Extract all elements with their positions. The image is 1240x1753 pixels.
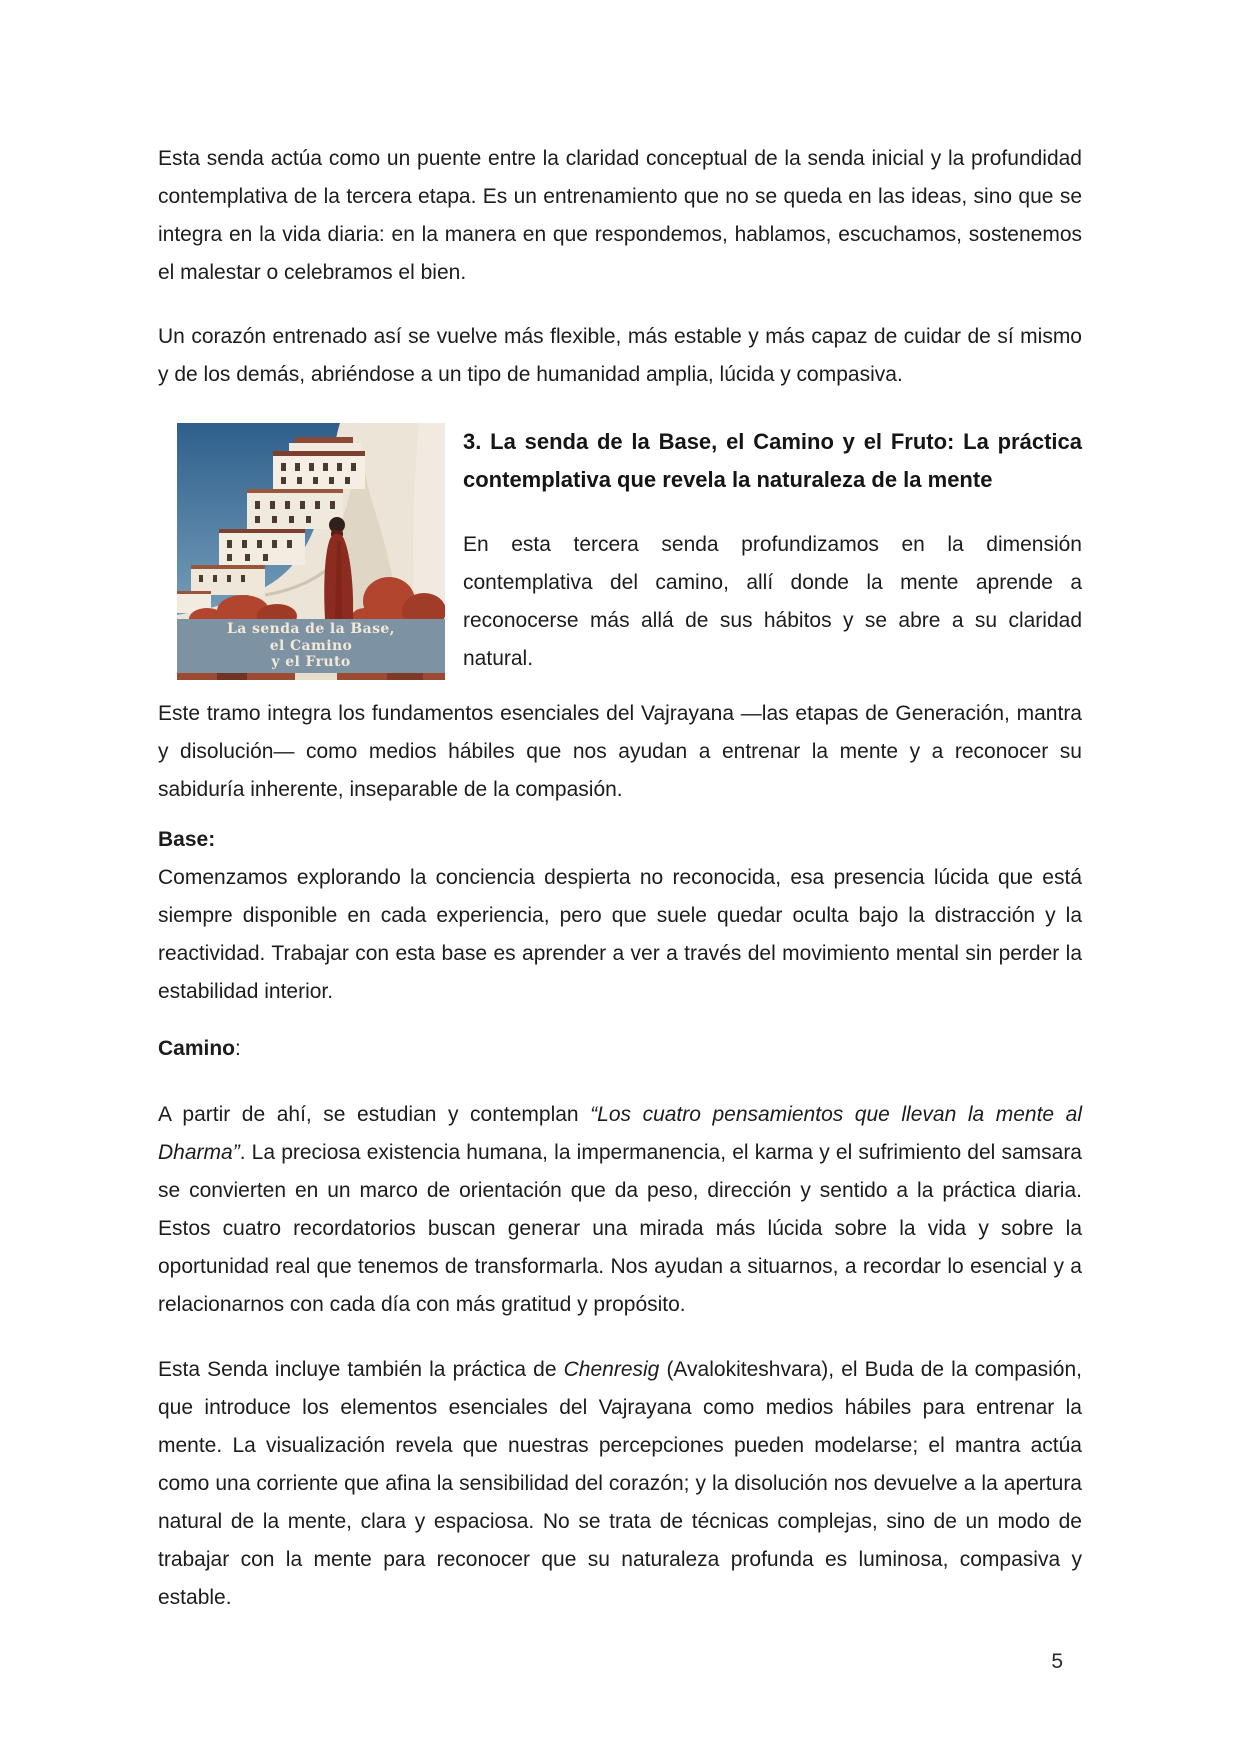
camino-text-after: . La preciosa existencia humana, la impermanencia, el karma y el sufrimiento del samsara se convierten en un marco de orientación que da peso, dirección y sentido a la práctica diaria. Estos cuatro recordatorios buscan generar una mirada más lúcida sobre la vida y sobre la oportunidad real que tenemos de transformarla. Nos ayudan a situarnos, a recordar lo esencial y a relacionarnos con cada día con más gratitud y propósito.	[158, 1141, 1082, 1316]
paragraph-chenresig	[158, 1351, 1082, 1617]
paragraph-trained-heart: Un corazón entrenado así se vuelve más flexible, más estable y más capaz de cuidar de sí mismo y de los demás, abriéndose a un tipo de humanidad amplia, lúcida y compasiva.	[158, 325, 1082, 386]
subheading-camino-label: Camino	[158, 1037, 236, 1060]
paragraph-third-path-intro: En esta tercera senda profundizamos en la dimensión contemplativa del camino, allí donde la mente aprende a reconocerse más allá de sus hábitos y se abre a su claridad natural.	[463, 533, 1082, 670]
subheading-base-label: Base:	[158, 828, 216, 851]
figure-caption-line: y el Fruto	[271, 654, 351, 671]
paragraph-bridge: Esta senda actúa como un puente entre la claridad conceptual de la senda inicial y la profundidad contemplativa de la tercera etapa. Es un entrenamiento que no se queda en las ideas, sino que se integra en la vida diaria: en la manera en que respondemos, hablamos, escuchamos, sostenemos el malestar o celebramos el bien.	[158, 147, 1082, 284]
page-content	[158, 140, 1082, 1617]
camino-quote: “Los cuatro pensamientos que llevan la mente al Dharma”	[158, 1103, 1082, 1164]
paragraph-camino	[158, 1096, 1082, 1324]
bottom-strip	[177, 673, 445, 680]
chapter-illustration	[177, 423, 445, 680]
figure-caption-line: el Camino	[269, 637, 353, 654]
chenresig-term: Chenresig	[563, 1358, 660, 1381]
section-heading: 3. La senda de la Base, el Camino y el Fruto: La práctica contemplativa que revela la naturaleza de la mente	[463, 429, 1082, 492]
chenresig-text-after: (Avalokiteshvara), el Buda de la compasión, que introduce los elementos esenciales del Vajrayana como medios hábiles para entrenar la mente. La visualización revela que nuestras percepciones pueden modelarse; el mantra actúa como una corriente que afina la sensibilidad del corazón; y la disolución nos devuelve a la apertura natural de la mente, clara y espaciosa. No se trata de técnicas complejas, sino de un modo de trabajar con la mente para reconocer que su naturaleza profunda es luminosa, compasiva y estable.	[158, 1358, 1083, 1609]
figure-caption	[177, 619, 445, 673]
subheading-camino	[158, 1030, 1082, 1068]
subheading-base	[158, 821, 1082, 859]
subheading-camino-colon: :	[235, 1037, 241, 1060]
paragraph-base: Comenzamos explorando la conciencia despierta no reconocida, esa presencia lúcida que está siempre disponible en cada experiencia, pero que suele quedar oculta bajo la distracción y la reactividad. Trabajar con esta base es aprender a ver a través del movimiento mental sin perder la estabilidad interior.	[158, 866, 1082, 1003]
chenresig-text-before: Esta Senda incluye también la práctica de	[158, 1358, 564, 1381]
paragraph-vajrayana: Este tramo integra los fundamentos esenciales del Vajrayana —las etapas de Generación, mantra y disolución— como medios hábiles que nos ayudan a entrenar la mente y a reconocer su sabiduría inherente, inseparable de la compasión.	[158, 702, 1082, 801]
page-number: 5	[1051, 1650, 1063, 1673]
figure-caption-line: La senda de la Base,	[227, 621, 395, 638]
camino-text-before: A partir de ahí, se estudian y contemplan	[158, 1103, 591, 1126]
